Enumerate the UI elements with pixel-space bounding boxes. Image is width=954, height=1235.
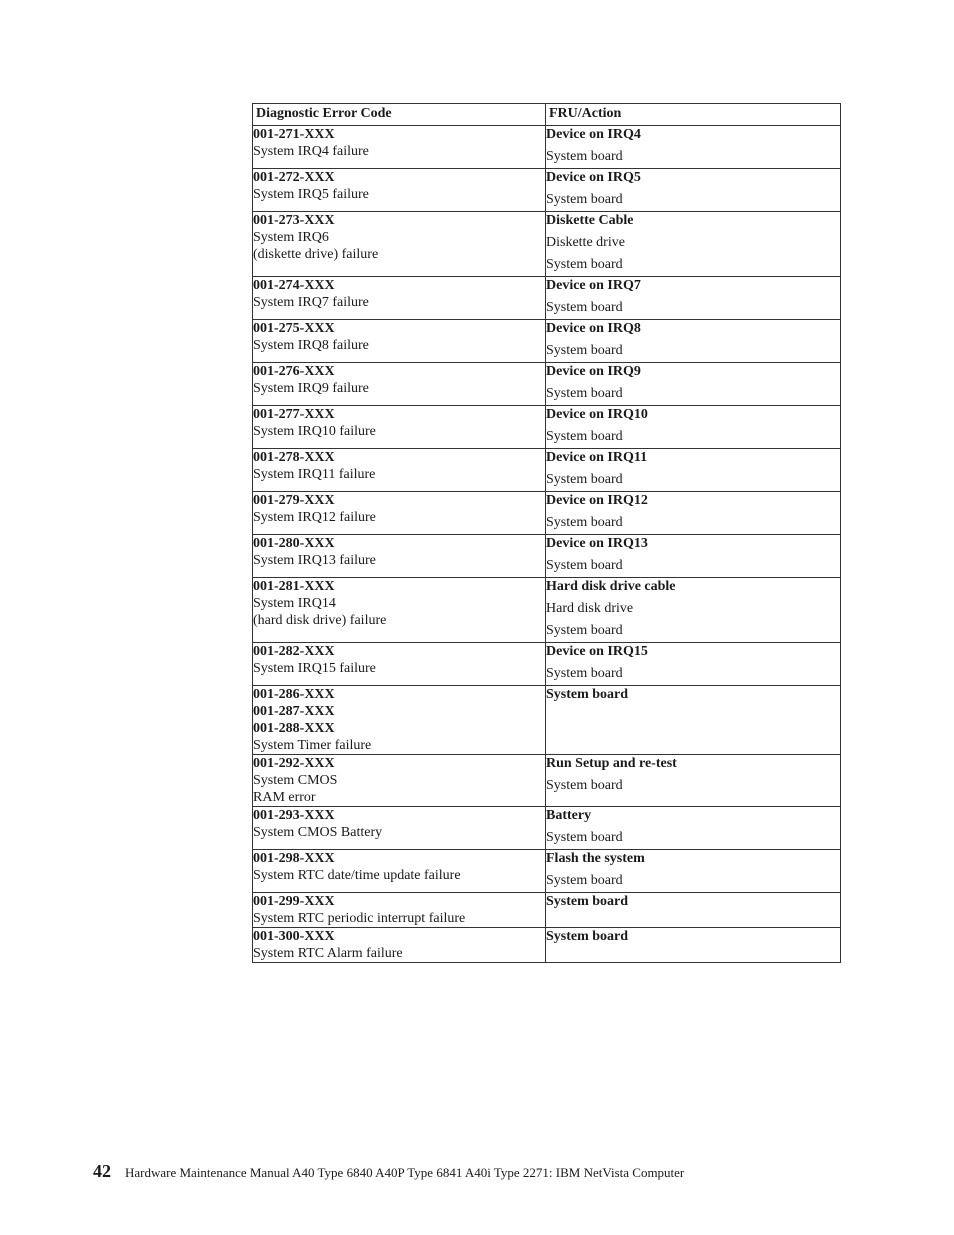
fru-action-item: Device on IRQ11 — [546, 450, 648, 465]
error-code: 001-293-XXX — [253, 808, 335, 823]
error-description: System RTC Alarm failure — [253, 946, 403, 961]
fru-action-item: System board — [546, 386, 623, 401]
error-description: System CMOS Battery — [253, 825, 383, 840]
table-row — [253, 850, 841, 893]
error-description: System IRQ9 failure — [253, 381, 369, 396]
error-description: System IRQ6 — [253, 230, 329, 245]
fru-action-item: Flash the system — [546, 851, 645, 866]
error-code-cell — [253, 449, 546, 492]
header-diagnostic-error-code: Diagnostic Error Code — [253, 104, 546, 126]
fru-action-cell — [546, 126, 841, 169]
table-row — [253, 686, 841, 755]
error-code: 001-275-XXX — [253, 321, 335, 336]
table-row — [253, 320, 841, 363]
error-code: 001-281-XXX — [253, 579, 335, 594]
page-number: 42 — [93, 1161, 111, 1181]
error-description: (diskette drive) failure — [253, 247, 379, 262]
fru-action-cell — [546, 277, 841, 320]
table-header-row — [253, 104, 841, 126]
fru-action-item: Hard disk drive — [546, 601, 634, 616]
error-code: 001-276-XXX — [253, 364, 335, 379]
error-code-cell — [253, 212, 546, 277]
fru-action-item: Diskette Cable — [546, 213, 634, 228]
error-description: System IRQ12 failure — [253, 510, 376, 525]
error-code: 001-280-XXX — [253, 536, 335, 551]
error-code: 001-299-XXX — [253, 894, 335, 909]
fru-action-item: System board — [546, 472, 623, 487]
error-code: 001-286-XXX — [253, 687, 335, 702]
fru-action-item: Device on IRQ9 — [546, 364, 641, 379]
diagnostic-error-table — [252, 103, 841, 963]
fru-action-item: Device on IRQ7 — [546, 278, 641, 293]
table-row — [253, 535, 841, 578]
error-code: 001-300-XXX — [253, 929, 335, 944]
fru-action-item: System board — [546, 929, 629, 944]
fru-action-item: Device on IRQ15 — [546, 644, 648, 659]
error-description: System IRQ5 failure — [253, 187, 369, 202]
table-row — [253, 893, 841, 928]
error-description: System IRQ11 failure — [253, 467, 376, 482]
fru-action-item: System board — [546, 343, 623, 358]
error-code: 001-271-XXX — [253, 127, 335, 142]
fru-action-item: System board — [546, 894, 629, 909]
error-code: 001-272-XXX — [253, 170, 335, 185]
fru-action-item: System board — [546, 300, 623, 315]
error-description: System IRQ4 failure — [253, 144, 369, 159]
table-row — [253, 492, 841, 535]
error-code-cell — [253, 807, 546, 850]
error-description: System IRQ13 failure — [253, 553, 376, 568]
fru-action-cell — [546, 807, 841, 850]
fru-action-item: System board — [546, 687, 629, 702]
error-code-cell — [253, 277, 546, 320]
error-code-cell — [253, 643, 546, 686]
error-code-cell — [253, 686, 546, 755]
fru-action-item: System board — [546, 429, 623, 444]
table-row — [253, 643, 841, 686]
error-description: RAM error — [253, 790, 316, 805]
error-code: 001-292-XXX — [253, 756, 335, 771]
fru-action-cell — [546, 643, 841, 686]
error-description: System CMOS — [253, 773, 338, 788]
page-footer — [93, 1161, 684, 1183]
error-code-cell — [253, 363, 546, 406]
fru-action-cell — [546, 535, 841, 578]
header-fru-action: FRU/Action — [546, 104, 841, 126]
table-row — [253, 449, 841, 492]
error-description: System IRQ10 failure — [253, 424, 376, 439]
error-code-cell — [253, 169, 546, 212]
table-row — [253, 807, 841, 850]
table-row — [253, 578, 841, 643]
error-description: System IRQ7 failure — [253, 295, 369, 310]
error-code-cell — [253, 535, 546, 578]
table-row — [253, 755, 841, 807]
fru-action-item: System board — [546, 873, 623, 888]
error-code: 001-287-XXX — [253, 704, 335, 719]
fru-action-item: Device on IRQ4 — [546, 127, 641, 142]
table-row — [253, 406, 841, 449]
footer-title: Hardware Maintenance Manual A40 Type 6840 A40P Type 6841 A40i Type 2271: IBM NetVista Computer — [125, 1165, 685, 1180]
fru-action-item: System board — [546, 778, 623, 793]
error-code: 001-288-XXX — [253, 721, 335, 736]
fru-action-cell — [546, 449, 841, 492]
error-code-cell — [253, 928, 546, 963]
fru-action-item: Device on IRQ8 — [546, 321, 641, 336]
fru-action-item: Device on IRQ5 — [546, 170, 641, 185]
error-code-cell — [253, 755, 546, 807]
error-description: System RTC periodic interrupt failure — [253, 911, 466, 926]
error-description: System RTC date/time update failure — [253, 868, 461, 883]
error-description: System IRQ14 — [253, 596, 336, 611]
fru-action-cell — [546, 928, 841, 963]
fru-action-cell — [546, 893, 841, 928]
error-code: 001-298-XXX — [253, 851, 335, 866]
fru-action-item: System board — [546, 149, 623, 164]
fru-action-cell — [546, 755, 841, 807]
error-code-cell — [253, 406, 546, 449]
fru-action-item: Device on IRQ12 — [546, 493, 648, 508]
fru-action-item: Device on IRQ10 — [546, 407, 648, 422]
fru-action-item: System board — [546, 192, 623, 207]
error-description: System IRQ15 failure — [253, 661, 376, 676]
fru-action-item: System board — [546, 623, 623, 638]
fru-action-cell — [546, 686, 841, 755]
table-row — [253, 212, 841, 277]
error-code: 001-282-XXX — [253, 644, 335, 659]
fru-action-item: System board — [546, 830, 623, 845]
fru-action-cell — [546, 850, 841, 893]
fru-action-item: System board — [546, 558, 623, 573]
fru-action-cell — [546, 212, 841, 277]
table-row — [253, 363, 841, 406]
error-code-cell — [253, 893, 546, 928]
table-row — [253, 928, 841, 963]
table-row — [253, 126, 841, 169]
error-description: System IRQ8 failure — [253, 338, 369, 353]
fru-action-item: System board — [546, 515, 623, 530]
fru-action-item: Device on IRQ13 — [546, 536, 648, 551]
error-description: (hard disk drive) failure — [253, 613, 387, 628]
table-row — [253, 277, 841, 320]
fru-action-cell — [546, 320, 841, 363]
table-row — [253, 169, 841, 212]
error-code-cell — [253, 578, 546, 643]
table-body — [253, 126, 841, 963]
fru-action-item: Hard disk drive cable — [546, 579, 676, 594]
fru-action-cell — [546, 169, 841, 212]
error-code: 001-279-XXX — [253, 493, 335, 508]
error-code: 001-277-XXX — [253, 407, 335, 422]
error-code-cell — [253, 850, 546, 893]
error-code: 001-274-XXX — [253, 278, 335, 293]
error-code: 001-278-XXX — [253, 450, 335, 465]
fru-action-item: Diskette drive — [546, 235, 625, 250]
error-code: 001-273-XXX — [253, 213, 335, 228]
fru-action-item: Run Setup and re-test — [546, 756, 677, 771]
error-description: System Timer failure — [253, 738, 372, 753]
error-code-cell — [253, 126, 546, 169]
fru-action-item: System board — [546, 666, 623, 681]
fru-action-cell — [546, 363, 841, 406]
fru-action-item: Battery — [546, 808, 592, 823]
fru-action-item: System board — [546, 257, 623, 272]
error-code-cell — [253, 492, 546, 535]
error-code-cell — [253, 320, 546, 363]
fru-action-cell — [546, 406, 841, 449]
fru-action-cell — [546, 492, 841, 535]
fru-action-cell — [546, 578, 841, 643]
